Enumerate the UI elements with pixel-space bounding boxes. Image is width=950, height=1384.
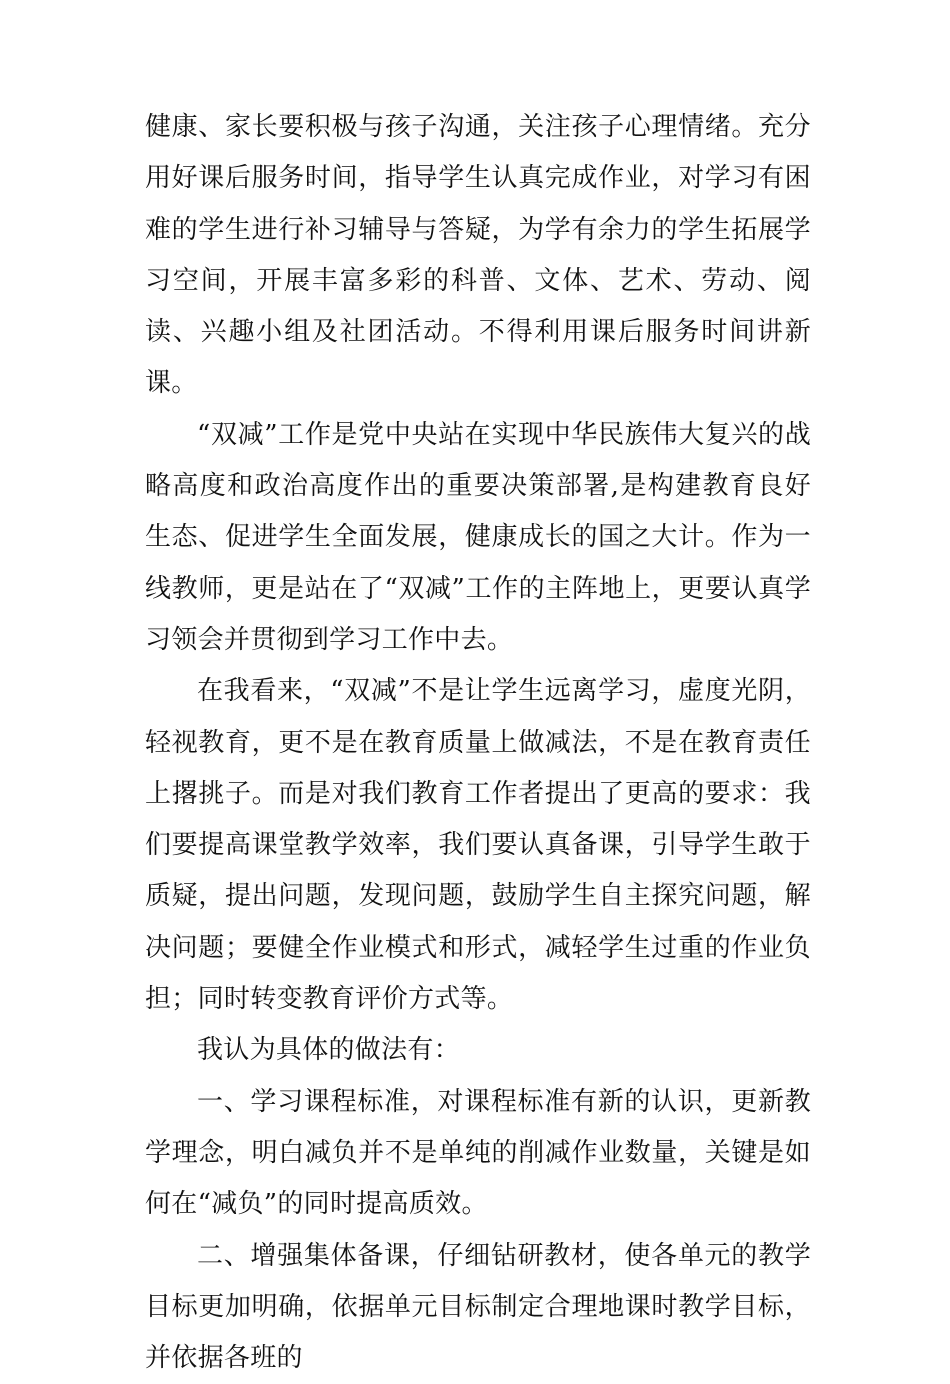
document-body <box>145 102 811 1384</box>
paragraph-method-two: 二、增强集体备课，仔细钻研教材，使各单元的教学目标更加明确，依据单元目标制定合理地课时教学目标，并依据各班的 <box>145 1240 811 1374</box>
paragraph-methods-lead: 我认为具体的做法有： <box>197 1035 461 1066</box>
paragraph-double-reduction-intro: “双减”工作是党中央站在实现中华民族伟大复兴的战略高度和政治高度作出的重要决策部署,是构建教育良好生态、促进学生全面发展，健康成长的国之大计。作为一线教师，更是站在了“双减”工作的主阵地上，更要认真学习领会并贯彻到学习工作中去。 <box>145 419 811 655</box>
paragraph-method-one: 一、学习课程标准，对课程标准有新的认识，更新教学理念，明白减负并不是单纯的削减作业数量，关键是如何在“减负”的同时提高质效。 <box>145 1086 811 1220</box>
paragraph-personal-view: 在我看来，“双减”不是让学生远离学习，虚度光阴，轻视教育，更不是在教育质量上做减法，不是在教育责任上撂挑子。而是对我们教育工作者提出了更高的要求：我们要提高课堂教学效率，我们要认真备课，引导学生敢于质疑，提出问题，发现问题，鼓励学生自主探究问题，解决问题；要健全作业模式和形式，减轻学生过重的作业负担；同时转变教育评价方式等。 <box>145 676 811 1015</box>
paragraph-continued: 健康、家长要积极与孩子沟通，关注孩子心理情绪。充分用好课后服务时间，指导学生认真完成作业，对学习有困难的学生进行补习辅导与答疑，为学有余力的学生拓展学习空间，开展丰富多彩的科普、文体、艺术、劳动、阅读、兴趣小组及社团活动。不得利用课后服务时间讲新课。 <box>145 112 811 399</box>
